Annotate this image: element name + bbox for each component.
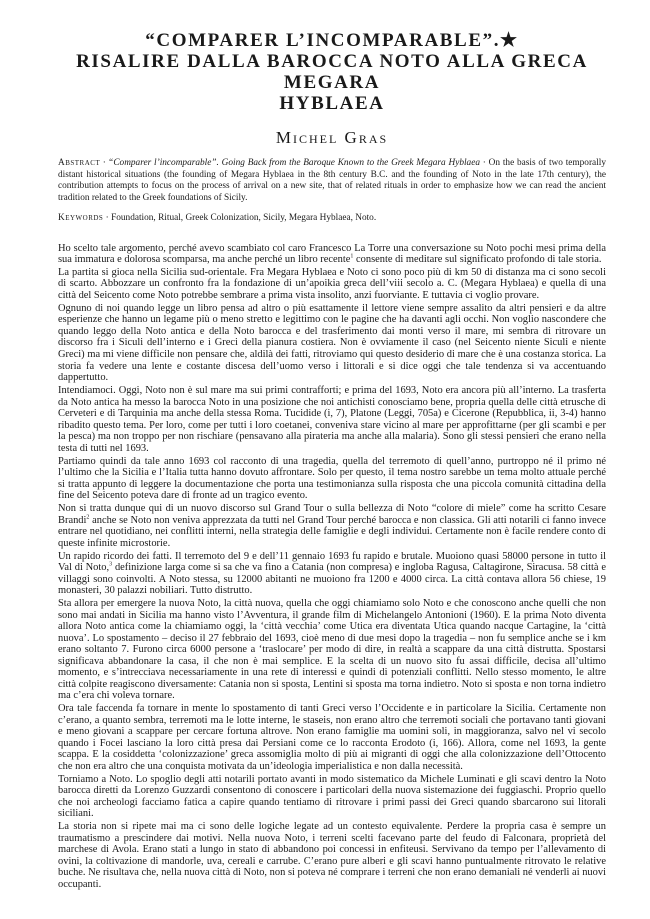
keywords-text: · Foundation, Ritual, Greek Colonization, Sicily, Megara Hyblaea, Noto. bbox=[103, 212, 377, 223]
footnote-ref[interactable]: 3 bbox=[109, 561, 113, 568]
paragraph-4 bbox=[58, 385, 606, 454]
paragraph-6 bbox=[58, 503, 606, 549]
paragraph-text: Ognuno di noi quando legge un libro pensa ad altro o più esattamente il lettore viene sempre assalito da altri pensieri e da altre esperienze che hanno un legame più o meno stretto e legittimo con le pagine che ha davanti agli occhi. Non voglio nascondere che quando leggo della Noto antica e della Noto barocca e del trasferimento dai monti verso il mare, mi sembra di ritrovare un discorso fra i Siculi dell’interno e i Greci della pianura costiera. Non è ovviamente il caso (nel Seicento niente Siculi e niente Greci) ma mi viene difficile non pensare che, aldilà dei fatti, ritroviamo qui questo desiderio di mare che è una costanza storica. La storia fa vedere una lente e costante discesa dell’uomo verso i littorali e si dice oggi che tale tendenza si va accentuando dappertutto. bbox=[58, 302, 606, 384]
paragraph-text: La partita si gioca nella Sicilia sud-orientale. Fra Megara Hyblaea e Noto ci sono poco più di km 50 di distanza ma ci sono secoli di scarto. Abbozzare un confronto fra la fondazione di un’apoikia greca dell’viii secolo a. C. (Megara Hyblaea) e quella di una città del Seicento come Noto potrebbe sembrare a prima vista insolito, anzi fuorviante. E tuttavia ci voglio provare. bbox=[58, 266, 606, 301]
paragraph-3 bbox=[58, 303, 606, 384]
abstract-text: · On the basis of two temporally distant historical situations (the founding of Megara Hyblaea in the 8th century B.C. and the founding of Noto in the late 17th century), the contribution attempts to focus on the process of arrival on a new site, that of related rituals in order to emphasize how we can read the ancient tradition related to the Greek foundations of Sicily. bbox=[58, 158, 606, 204]
title-line-3: HYBLAEA bbox=[279, 93, 385, 114]
paragraph-10 bbox=[58, 774, 606, 820]
paragraph-2 bbox=[58, 267, 606, 302]
paragraph-1 bbox=[58, 243, 606, 266]
paragraph-8 bbox=[58, 598, 606, 702]
article-title bbox=[58, 30, 606, 114]
keywords bbox=[58, 213, 606, 225]
paragraph-text: Un rapido ricordo dei fatti. Il terremoto del 9 e dell’11 gennaio 1693 fu rapido e brutale. Muoiono quasi 58000 persone in tutto il Val di Noto, bbox=[58, 550, 606, 574]
paragraph-5 bbox=[58, 456, 606, 502]
paragraph-text: consente di meditare sul significato profondo di tale storia. bbox=[353, 254, 602, 266]
paragraph-text: La storia non si ripete mai ma ci sono delle logiche legate ad un contesto equivalente. Perdere la propria casa è sempre un traumatismo a prescindere dai motivi. Nella nuova Noto, i terreni scelti facevano parte del feudo di Falconara, proprietà del marchese di Avola. Erano stati a lungo in stato di abbandono poi concessi in enfiteusi. Servivano da tempo per l’allevamento di ovini, la coltivazione di mandorle, uva, cereali e carrube. C’erano pure alberi e gli scavi hanno puntualmente ritrovato le relative buche. Ne risultava che, nella nuova città di Noto, non si poteva né comprare i terreni che non erano demaniali né venderli ai nuovi occupanti. bbox=[58, 821, 606, 891]
paragraph-text: Partiamo quindi da tale anno 1693 col racconto di una tragedia, quella del terremoto di quell’anno, purtroppo né il primo né l’ultimo che la Sicilia e l’Italia tutta hanno dovuto affrontare. Solo per questo, il tema nostro sarebbe un tema molto attuale perché si tratta appunto di leggere la documentazione che porta una testimonianza sulla risposta che una piccola comunità cittadina della fine del Seicento poteva dare di fronte ad un tragico evento. bbox=[58, 455, 606, 502]
paragraph-7 bbox=[58, 551, 606, 597]
paragraph-text: anche se Noto non veniva apprezzata da tutti nel Grand Tour perché barocca e non classica. Gli atti notarili ci fanno invece entrare nel quotidiano, nei conflitti interni, nella strategia delle famiglie e degli individui. Certamente non è facile rendere conto di queste infinite microstorie. bbox=[58, 514, 606, 549]
abstract-label: Abstract bbox=[58, 158, 101, 168]
footnote-ref[interactable]: 1 bbox=[350, 253, 354, 260]
paragraph-text: Sta allora per emergere la nuova Noto, la città nuova, quella che oggi chiamiamo solo Noto e che conoscono anche quelli che non sono mai andati in Sicilia ma hanno visto l’Avventura, il grande film di Michelangelo Antonioni (1960). E la prima Noto diventa allora Noto antica come la chiamiamo oggi, la ‘città vecchia’ come Utica era diventata Utica quando nacque Cartagine, la ‘città nuova’. Lo spostamento – deciso il 27 febbraio del 1693, cioè meno di due mesi dopo la tragedia – non fu semplice anche se i km erano soltanto 7. Furono circa 6000 persone a ‘traslocare’ per modo di dire, in realtà a scappare da una città distrutta. Spostarsi significava abbandonare la casa, il che non è mai semplice. E la scelta di un nuovo sito fu assai difficile, decisa all’ultimo momento, e s’intrecciava necessariamente in una rete di interessi e quindi di potenziali conflitti. Nello stesso momento, le altre città colpite reagiscono diversamente: Catania non si sposta, Lentini si sposta ma torna indietro. Noto si sposta e non torna indietro ma c’era chi voleva tornare. bbox=[58, 598, 606, 702]
abstract-italic-title: · “Comparer l’incomparable”. Going Back from the Baroque Known to the Greek Megara Hyblaea bbox=[103, 158, 480, 168]
abstract bbox=[58, 158, 606, 205]
paragraph-text: Ho scelto tale argomento, perché avevo scambiato col caro Francesco La Torre una conversazione su Noto pochi mesi prima della sua immatura e dolorosa scomparsa, ma anche perché un libro recente bbox=[58, 242, 606, 266]
paragraph-9 bbox=[58, 703, 606, 772]
paragraph-text: Intendiamoci. Oggi, Noto non è sul mare ma sui primi contrafforti; e prima del 1693, Noto era ancora più all’interno. La trasferta da Noto antica ha messo la barocca Noto in una posizione che noi antichisti conosciamo bene, propria quella delle città etrusche di Cerveteri e di Tarquinia ma anche della stessa Roma. Tucidide (i, 7), Platone (Leggi, 705a) e Cicerone (Repubblica, ii, 3-4) hanno ribadito questo tema. Per loro, come per tutti i loro coetanei, conveniva stare vicino al mare per approfittarne (per gli scambi e per la pesca) ma non troppo per non rischiare (pensavano alla pirateria ma anche alla malaria). Sono gli stessi pensieri che erano nella testa di tutti nel 1693. bbox=[58, 384, 606, 454]
article-page bbox=[58, 30, 606, 892]
title-line-1: “COMPARER L’INCOMPARABLE”.★ bbox=[145, 30, 519, 51]
author-name: Michel Gras bbox=[275, 128, 389, 147]
keywords-label: Keywords bbox=[58, 212, 104, 223]
paragraph-11 bbox=[58, 821, 606, 890]
paragraph-text: Torniamo a Noto. Lo spoglio degli atti notarili portato avanti in modo sistematico da Michele Luminati e gli scavi dentro la Noto barocca diretti da Lorenzo Guzzardi consentono di conoscere i particolari della nuova sistemazione dei fuggiaschi. Proprio quello che noi archeologi facciamo fatica a capire quando tentiamo di ritrovare i primi passi dei Greci quando sbarcarono sui litorali siciliani. bbox=[58, 773, 606, 820]
title-line-2: RISALIRE DALLA BAROCCA NOTO ALLA GRECA MEGARA bbox=[76, 51, 588, 93]
paragraph-text: Ora tale faccenda fa tornare in mente lo spostamento di tanti Greci verso l’Occidente e in particolare la Sicilia. Certamente non c’erano, a quanto sembra, terremoti ma le lotte interne, le staseis, non erano altro che terremoti sociali che portavano tanti giovani e meno giovani a scappare per cercare fortuna altrove. Non erano famiglie ma uomini soli, in maggioranza, salvo nel vi secolo quando i Focei lasciano la loro città presa dai Persiani come ce lo racconta Erodoto (i, 166). Allora, come nel 1693, la gente scappa. E la cosiddetta ‘colonizzazione’ greca assomiglia molto di più ai migranti di oggi che alla colonizzazione dell’Ottocento che non era altro che una conquista motivata da un’ideologia imperialistica e non dalla necessità. bbox=[58, 703, 606, 772]
article-body bbox=[58, 243, 606, 891]
footnote-ref[interactable]: 2 bbox=[86, 514, 90, 521]
paragraph-text: definizione larga come si sa che va fino a Catania (non compresa) e ingloba Ragusa, Caltagirone, Siracusa. 58 città e villaggi sono coinvolti. A Noto stessa, su 12000 abitanti ne muoiono fra 1200 e 4000 circa. La città contava allora 56 chiese, 19 monasteri, 30 palazzi nobiliari. Tutto distrutto. bbox=[58, 562, 607, 597]
paragraph-text: Non si tratta dunque qui di un nuovo discorso sul Grand Tour o sulla bellezza di Noto “colore di miele” come ha scritto Cesare Brandi bbox=[58, 503, 606, 526]
